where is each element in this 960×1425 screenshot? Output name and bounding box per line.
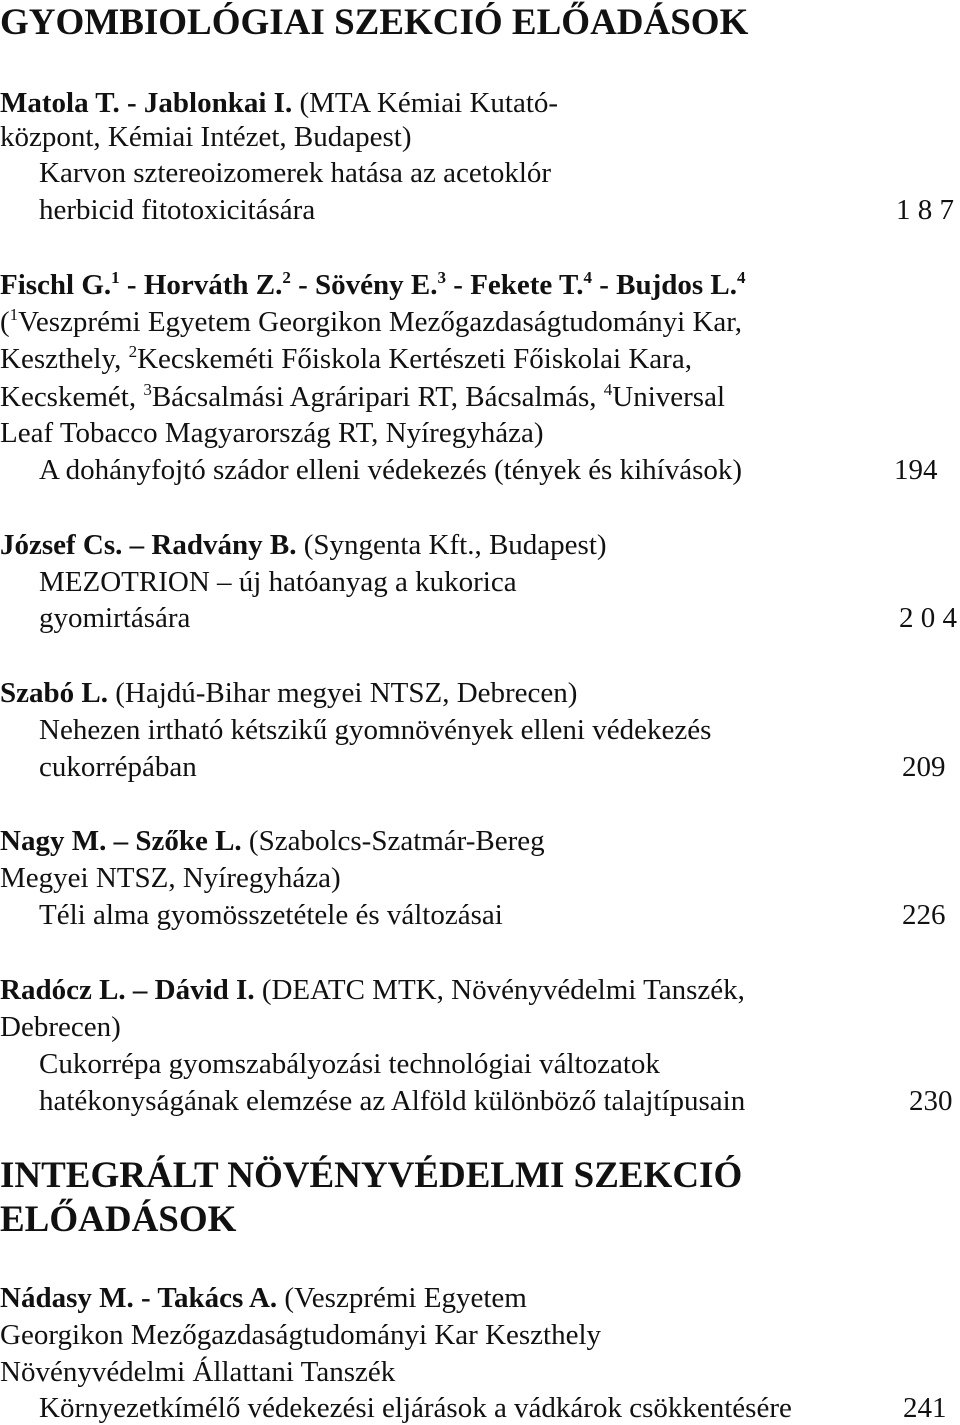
section-heading-gyombiologia: GYOMBIOLÓGIAI SZEKCIÓ ELŐADÁSOK [0,2,749,43]
entry-2-page: 194 [894,454,938,486]
entry-4-title-text: cukorrépában [39,751,197,783]
entry-1-header [0,86,960,120]
entry-3-header [0,528,960,562]
entry-6-affiliation-cont: Debrecen) [0,1011,121,1043]
entry-2-affiliation-1: ($^1$Veszprémi Egyetem Georgikon Mezőgazdaságtudományi Kar, [0,305,743,338]
entry-7-header [0,1281,960,1315]
entry-6-title-text: hatékonyságának elemzése az Alföld különböző talajtípusain [39,1085,746,1117]
entry-7-page: 241 [903,1392,947,1424]
entry-1-page: 1 8 7 [896,194,954,226]
entry-6-title: Cukorrépa gyomszabályozási technológiai változatok [39,1048,660,1080]
entry-4-header [0,676,960,710]
entry-4-page: 209 [902,751,946,783]
entry-6-header [0,973,960,1007]
entry-6-affiliation: (DEATC MTK, Növényvédelmi Tanszék, [254,974,745,1006]
entry-6-authors: Radócz L. – Dávid I. [0,974,255,1006]
entry-1-authors: Matola T. - Jablonkai I. [0,87,293,119]
entry-5-authors: Nagy M. – Szőke L. [0,825,242,857]
entry-2-affiliation-2: Keszthely, $^2$Kecskeméti Főiskola Kertészeti Főiskolai Kara, [0,342,692,375]
section-heading-integralt-cont: ELŐADÁSOK [0,1199,237,1240]
entry-2-title [39,453,960,487]
entry-4-title-cont [39,750,960,784]
section-heading-integralt: INTEGRÁLT NÖVÉNYVÉDELMI SZEKCIÓ [0,1155,743,1196]
entry-6-page: 230 [909,1085,953,1117]
entry-7-title [39,1391,960,1425]
entry-4-affiliation: (Hajdú-Bihar megyei NTSZ, Debrecen) [107,677,578,709]
entry-1-title: Karvon sztereoizomerek hatása az acetoklór [39,157,552,189]
entry-2-affiliation-3: Kecskemét, $^3$Bácsalmási Agráripari RT, Bácsalmás, $^4$Universal [0,380,726,413]
entry-5-title-text: Téli alma gyomösszetétele és változásai [39,899,503,931]
entry-7-affiliation-cont: Georgikon Mezőgazdaságtudományi Kar Keszthely [0,1319,602,1351]
entry-5-affiliation: (Szabolcs-Szatmár-Bereg [241,825,545,857]
entry-5-page: 226 [902,899,946,931]
entry-5-affiliation-cont: Megyei NTSZ, Nyíregyháza) [0,862,341,894]
entry-3-affiliation: (Syngenta Kft., Budapest) [296,529,607,561]
entry-7-affiliation-cont-2: Növényvédelmi Állattani Tanszék [0,1356,396,1388]
entry-2-title-text: A dohányfojtó szádor elleni védekezés (tények és kihívások) [39,454,743,486]
entry-1-affiliation: (MTA Kémiai Kutató- [299,87,559,119]
entry-3-title: MEZOTRION – új hatóanyag a kukorica [39,566,517,598]
entry-3-title-cont [39,601,960,635]
entry-3-authors: József Cs. – Radvány B. [0,529,297,561]
entry-3-title-text: gyomirtására [39,602,191,634]
entry-4-authors: Szabó L. [0,677,108,709]
entry-5-title [39,898,960,932]
entry-1-title-cont [39,193,960,227]
entry-3-page: 2 0 4 [899,602,957,634]
entry-1-title-text: herbicid fitotoxicitására [39,194,316,226]
entry-7-title-text: Környezetkímélő védekezési eljárások a vádkárok csökkentésére [39,1392,792,1424]
entry-4-title: Nehezen irtható kétszikű gyomnövények elleni védekezés [39,714,712,746]
entry-2-affiliation-4: Leaf Tobacco Magyarország RT, Nyíregyháza) [0,417,544,449]
entry-2-authors: Fischl G.$^1$ - Horváth Z.$^2$ - Sövény E.$^3$ - Fekete T.$^4$ - Bujdos L.$^4$ [0,268,746,301]
entry-1-affiliation-cont: központ, Kémiai Intézet, Budapest) [0,121,412,153]
entry-7-authors: Nádasy M. - Takács A. [0,1282,278,1314]
entry-6-title-cont [39,1084,960,1118]
entry-5-header [0,824,960,858]
entry-7-affiliation: (Veszprémi Egyetem [277,1282,527,1314]
